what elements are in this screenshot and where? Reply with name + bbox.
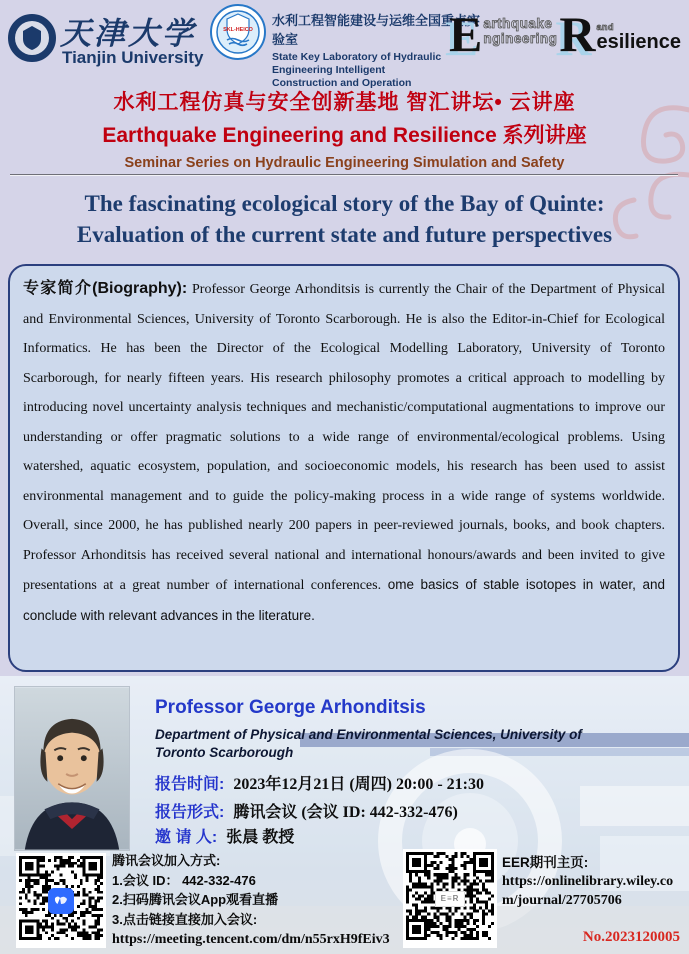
serial-number: No.2023120005 (582, 929, 680, 945)
eer-journal-url-line2[interactable]: m/journal/27705706 (502, 893, 622, 908)
talk-title-line2: Evaluation of the current state and future perspectives (76, 222, 613, 247)
format-value: 腾讯会议 (会议 ID: 442-332-476) (233, 804, 458, 821)
banner-title-en: Earthquake Engineering and Resilience 系列讲座 (102, 124, 587, 147)
tencent-meeting-logo-icon (48, 888, 74, 914)
talk-title (0, 188, 689, 250)
join-step-1: 1.会议 ID： 442-332-476 (112, 872, 256, 888)
eer-logo-letter-r: R (559, 6, 596, 62)
tianjin-seal-icon (8, 14, 56, 62)
qr-code-eer-journal (403, 849, 497, 948)
laboratory-logo-block (210, 4, 490, 89)
biography-text (23, 274, 665, 631)
join-instructions (112, 851, 402, 950)
time-value: 2023年12月21日 (周四) 20:00 - 21:30 (233, 776, 484, 793)
format-label: 报告形式: (155, 804, 225, 821)
header-logos (0, 0, 689, 89)
eer-logo-arthquake: arthquake (483, 16, 553, 31)
speaker-name: Professor George Arhonditsis (155, 697, 426, 718)
host-value: 张晨 教授 (226, 829, 295, 846)
eer-journal-logo-icon: E≡R (435, 891, 465, 907)
eer-logo-ngineering: ngineering (483, 31, 558, 46)
laboratory-name-en: State Key Laboratory of Hydraulic Engineering Intelligent Construction and Operation (272, 51, 442, 89)
join-instructions-title: 腾讯会议加入方式: (112, 853, 221, 868)
info-row-time (155, 771, 484, 794)
info-row-host (155, 824, 294, 847)
biography-label: 专家简介(Biography): (23, 280, 188, 297)
info-row-format (155, 799, 458, 822)
eer-journal-title: EER期刊主页: (502, 855, 589, 870)
eer-journal-url-line1[interactable]: https://onlinelibrary.wiley.co (502, 874, 674, 889)
host-label: 邀 请 人: (155, 829, 218, 846)
biography-box (8, 264, 680, 672)
tianjin-university-name: Tianjin University (62, 48, 204, 67)
biography-body: Professor George Arhonditsis is currently the Chair of the Department of Physical and Environmental Sciences, University of Toronto Scarborough. He is also the Editor-in-Chief for Ecological Informatics. He has been the Director of the Ecological Modelling Laboratory, University of Toronto Scarborough, for nearly fifteen years. His research philosophy promotes a critical approach to modelling by introducing novel uncertainty analysis techniques and mechanistic/computational augmentations to improve our understanding or offer pragmatic solutions to a wide range of environmental/ecological problems. Using watershed, aquatic ecosystem, population, and socioeconomic models, his research has been used to assist environmental management and to guide the policy-making process in a wide range of systems worldwide. Overall, since 2000, he has published nearly 200 papers in peer-reviewed journals, books, and book chapters. Professor Arhonditsis has received several national and international honours/awards and been invited to give presentations at a great number of international conferences. (23, 282, 665, 593)
eer-logo-and: and (596, 22, 614, 32)
svg-text:SKL-HEICO: SKL-HEICO (223, 27, 253, 33)
laboratory-name-cn: 水利工程智能建设与运维全国重点实验室 (272, 13, 481, 47)
eer-logo (449, 6, 683, 62)
eer-journal-block (502, 853, 686, 910)
divider-line (10, 174, 678, 176)
banner-title-cn: 水利工程仿真与安全创新基地 智汇讲坛• 云讲座 (113, 91, 576, 114)
banner-subtitle: Seminar Series on Hydraulic Engineering Simulation and Safety (124, 155, 565, 171)
meeting-link[interactable]: https://meeting.tencent.com/dm/n55rxH9fEiv3 (112, 932, 390, 947)
eer-logo-esilience: esilience (596, 31, 681, 53)
tianjin-calligraphy: 天津大学 (60, 16, 196, 51)
qr-code-tencent-meeting (16, 853, 106, 948)
tianjin-university-logo (6, 6, 211, 74)
eer-logo-letter-e: E (449, 6, 483, 62)
time-label: 报告时间: (155, 776, 225, 793)
speaker-photo (14, 686, 130, 851)
speaker-affiliation: Department of Physical and Environmental Sciences, University of Toronto Scarborough (155, 727, 582, 760)
join-step-3: 3.点击链接直接加入会议: (112, 911, 258, 927)
skl-heico-logo-icon (210, 4, 266, 60)
talk-title-line1: The fascinating ecological story of the Bay of Quinte: (84, 191, 605, 216)
join-step-2: 2.扫码腾讯会议App观看直播 (112, 892, 279, 907)
biography-tail: ome basics of stable isotopes in water, and conclude with relevant advances in the literature. (23, 577, 665, 623)
